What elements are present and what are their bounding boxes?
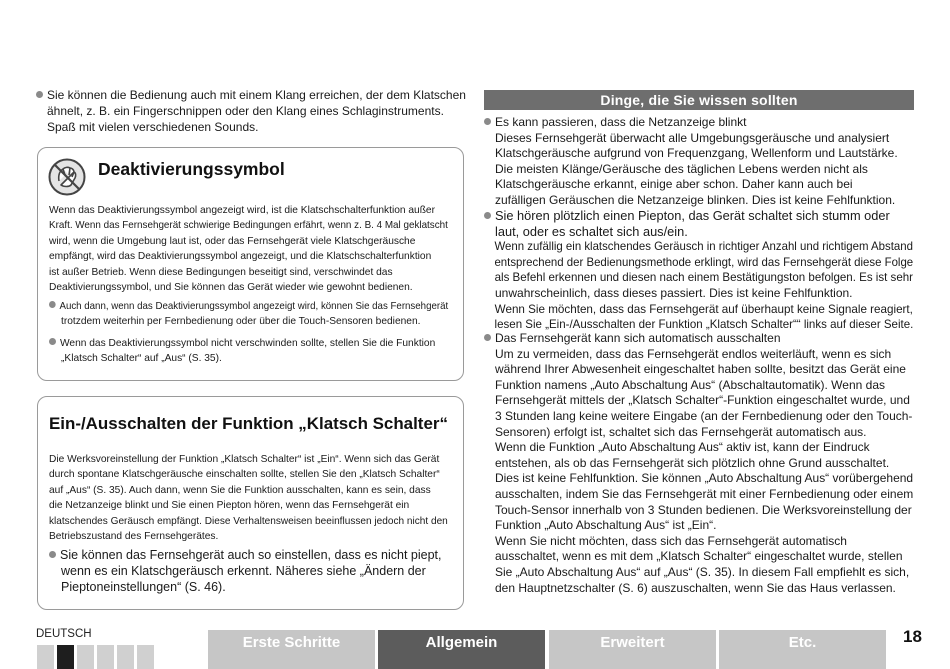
text-line: Sie „Auto Abschaltung Aus“ auf „Aus“ (S. 35). In diesem Fall empfiehlt es sich, [495,564,910,579]
bullet-icon [49,338,56,345]
text-line: Wenn das Deaktivierungssymbol angezeigt wird, ist die Klatschschalterfunktion außer [49,205,435,216]
text-line: Wenn Sie möchten, dass das Fernsehgerät auf überhaupt keine Signale reagiert, [494,301,913,316]
text-line: durch spontane Klatschgeräusche einschalten sollte, stellen Sie den „Klatsch Schalter“ [49,469,440,481]
text-line: Wenn die Funktion „Auto Abschaltung Aus“ aktiv ist, kann der Eindruck [495,440,870,455]
text-line: Sie hören plötzlich einen Piepton, das Gerät schaltet sich stumm oder [495,208,890,223]
text-line: trotzdem weiterhin per Fernbedienung oder über die Touch-Sensoren bedienen. [61,316,421,328]
tab-etc[interactable]: Etc. [719,630,886,669]
bullet-icon [484,334,491,341]
text-line: Funktion namens „Auto Abschaltung Aus“ (Abschaltautomatik). Wenn das [495,377,885,392]
tab-erweitert[interactable]: Erweitert [549,630,716,669]
intro-line: Sie können die Bedienung auch mit einem Klang erreichen, der dem Klatschen [47,88,466,102]
text-line: entsprechend der Bedienungsmethode erklingt, wird das Fernsehgerät diese Folge [494,254,914,269]
info-item [484,208,919,333]
text-line: ausschaltet, wenn es mit dem „Klatsch Schalter“ eingeschaltet wurde, stellen [495,549,903,564]
text-line: Wenn zufällig ein klatschendes Geräusch in richtiger Anzahl und richtigem Abstand [494,239,913,254]
text-line: 3 Stunden lang keine weitere Eingabe (an der Fernbedienung oder den Touch- [495,408,913,423]
text-line: unwahrscheinlich, dass dieses passiert. Dies ist keine Fehlfunktion. [495,285,853,300]
tab-allgemein[interactable]: Allgemein [378,630,545,669]
deactivation-hand-icon [48,158,86,196]
text-line: Die meisten Klänge/Geräusche des täglichen Lebens werden nicht als [495,161,868,176]
box-body-text [49,203,461,295]
note-bullet [49,336,435,367]
bullet-icon [49,551,56,558]
text-line: die Netzanzeige blinkt und Sie einen Piepton hören, wenn das Fernsehgerät ein [49,500,410,512]
text-line: empfängt, wird das Deaktivierungssymbol angezeigt, und die Klatschschalterfunktion [49,251,432,263]
text-line: Dieses Fernsehgerät überwacht alle Umgebungsgeräusche und analysiert [495,130,890,145]
text-line: wird, wenn die Umgebung laut ist, oder das Fernsehgerät viele Klatschgeräusche [49,235,416,247]
bullet-icon [484,212,491,219]
intro-line: ähnelt, z. B. ein Fingerschnippen oder den Klang eines Schlaginstruments. [47,104,444,118]
info-item [484,331,919,596]
text-line: Wenn Sie nicht möchten, dass sich das Fernsehgerät automatisch [495,533,847,548]
text-line: lesen Sie „Ein-/Ausschalten der Funktion „Klatsch Schalter““ links auf dieser Seite. [494,317,914,332]
text-line: als Befehl erkennen und diesen nach einem Bestätigungston befolgen. Es ist sehr [494,270,914,285]
language-square [137,645,154,669]
text-line: zufälligen Geräuschen die Netzanzeige blinken. Dies ist keine Fehlfunktion. [495,192,896,207]
text-line: Kraft. Wenn das Fernsehgerät schwierige Bedingungen erfährt, wenn z. B. 4 Mal geklatscht [49,220,448,232]
text-line: ausschalten, indem Sie das Fernsehgerät mit einer Fernbedienung oder einem [495,486,914,501]
text-line: wenn es ein Klatschgeräusch erkennt. Näheres siehe „Ändern der [61,564,426,578]
box-title: Deaktivierungssymbol [98,159,285,179]
intro-paragraph [36,87,476,135]
text-line: Um zu vermeiden, dass das Fernsehgerät endlos weiterläuft, wenn es sich [495,346,892,361]
text-line: Wenn das Deaktivierungssymbol nicht verschwinden sollte, stellen Sie die Funktion [60,338,436,349]
text-line: Klatschgeräusche erkannt, einige aber schon. Daher kann auch bei [495,177,853,192]
section-header: Dinge, die Sie wissen sollten [484,90,914,110]
text-line: Das Fernsehgerät kann sich automatisch ausschalten [495,331,781,345]
text-line: Funktion „Auto Abschaltung Aus“ ist „Ein“. [495,518,717,533]
text-line: Auch dann, wenn das Deaktivierungssymbol angezeigt wird, können Sie das Fernsehgerät [59,301,449,312]
text-line: Die Werksvoreinstellung der Funktion „Klatsch Schalter“ ist „Ein“. Wenn sich das Gerät [49,454,440,465]
bullet-icon [36,91,43,98]
text-line: Fernsehgerät mittels der „Klatsch Schalter“-Funktion eingeschaltet wurde, und [495,393,910,408]
language-square [37,645,54,669]
bullet-icon [49,301,56,308]
text-line: Betriebszustand des Fernsehgerätes. [49,531,219,543]
language-square [117,645,134,669]
page-number: 18 [903,627,922,646]
text-line: Klatschgeräusche aufgrund von Frequenzgang, Wellenform und Lautstärke. [495,146,898,161]
text-line: Es kann passieren, dass die Netzanzeige blinkt [495,115,747,129]
text-line: laut, oder es schaltet sich aus/ein. [495,223,688,239]
text-line: während Ihrer Abwesenheit eingeschaltet haben sollte, besitzt das Gerät eine [495,362,906,377]
text-line: ist außer Betrieb. Wenn diese Bedingungen beseitigt sind, verschwindet das [49,266,393,278]
clap-switch-toggle-box [37,396,464,610]
bullet-icon [484,118,491,125]
text-line: Touch-Sensor innerhalb von 3 Stunden bedienen. Die Werksvoreinstellung der [495,502,912,517]
note-bullet [49,547,442,595]
text-line: entstehen, als ob das Fernsehgerät sich plötzlich ohne Grund ausschaltet. [495,455,890,470]
box-title: Ein-/Ausschalten der Funktion „Klatsch Schalter“ [49,414,448,433]
text-line: Deaktivierungssymbol, und Sie können das Gerät wieder wie gewohnt bedienen. [49,282,413,294]
text-line: auf „Aus“ (S. 35). Auch dann, wenn Sie die Funktion ausschalten, kann es sein, dass [49,484,431,496]
language-square [97,645,114,669]
text-line: Dies ist keine Fehlfunktion. Sie können „Auto Abschaltung Aus“ vorübergehend [494,471,914,486]
intro-line: Spaß mit vielen verschiedenen Sounds. [47,120,259,134]
text-line: Sie können das Fernsehgerät auch so einstellen, dass es nicht piept, [60,548,442,562]
deactivation-symbol-box [37,147,464,381]
text-line: den Hauptnetzschalter (S. 6) auszuschalten, wenn Sie das Haus verlassen. [495,580,896,595]
language-square-active [57,645,74,669]
note-bullet [49,299,468,330]
info-item [484,115,919,209]
text-line: klatschendes Geräusch empfängt. Diese Verhaltensweisen beeinflussen jedoch nicht den [49,515,448,527]
tab-erste-schritte[interactable]: Erste Schritte [208,630,375,669]
box-body-text [49,452,452,544]
text-line: Sensoren) erfolgt ist, schaltet sich das Fernsehgerät automatisch aus. [495,424,867,439]
text-line: Pieptoneinstellungen“ (S. 46). [61,580,226,594]
text-line: „Klatsch Schalter“ auf „Aus“ (S. 35). [61,353,222,365]
language-label: DEUTSCH [36,628,92,640]
language-square [77,645,94,669]
